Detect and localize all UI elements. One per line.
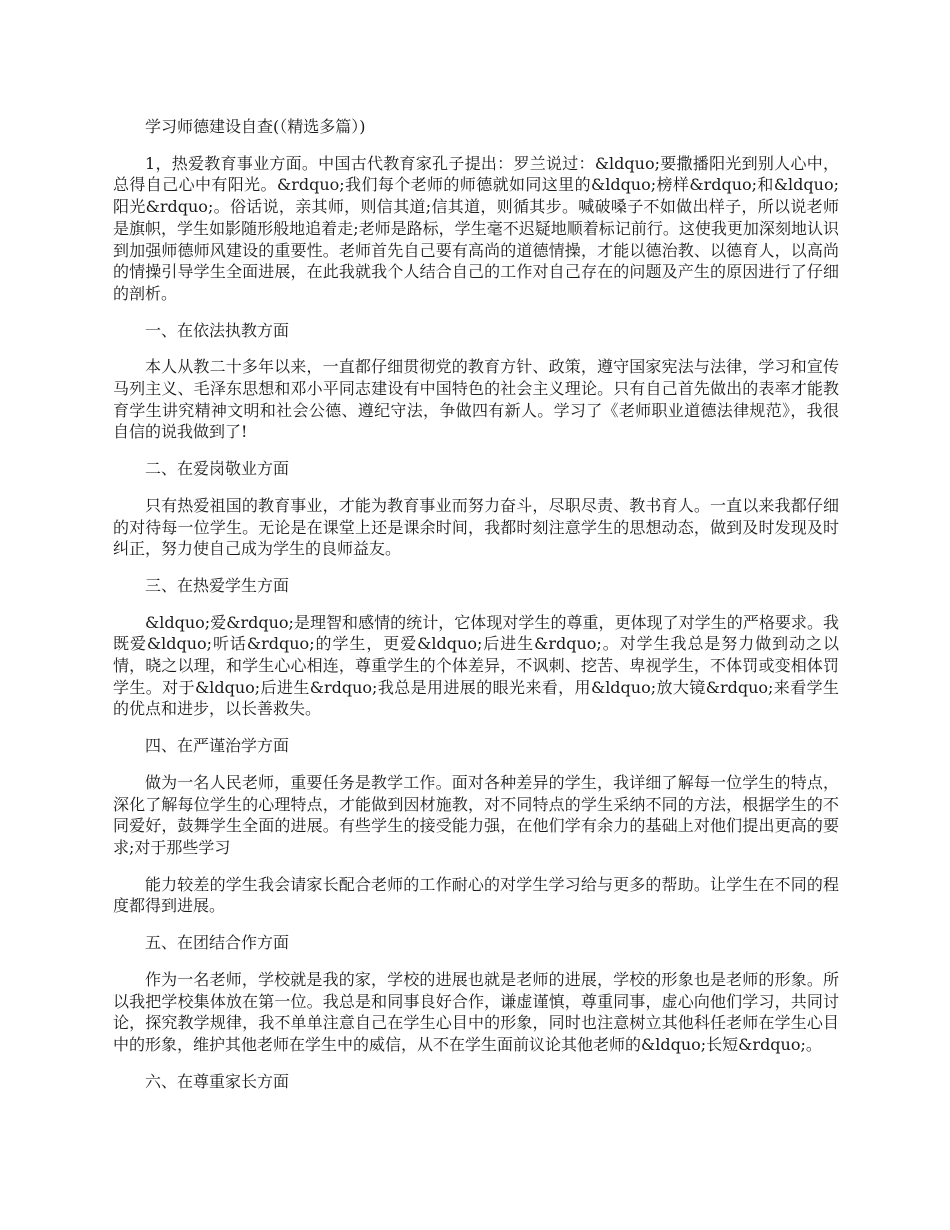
section-heading-4: 四、在严谨治学方面 bbox=[145, 736, 290, 756]
section-heading-6: 六、在尊重家长方面 bbox=[145, 1071, 290, 1091]
document-title: 学习师德建设自查(（精选多篇）) bbox=[145, 117, 366, 136]
section-heading-5: 五、在团结合作方面 bbox=[145, 933, 290, 953]
section-heading-2: 二、在爱岗敬业方面 bbox=[145, 459, 290, 479]
paragraph-4b: 能力较差的学生我会请家长配合老师的工作耐心的对学生学习给与更多的帮助。让学生在不同的程度都得到进展。 bbox=[113, 874, 839, 916]
paragraph-3: &ldquo;爱&rdquo;是理智和感情的统计，它体现对学生的尊重，更体现了对学生的严格要求。我既爱&ldquo;听话&rdquo;的学生，更爱&ldquo;后进生&rdquo;。对学生我总是努力做到动之以情，晓之以理，和学生心心相连，尊重学生的个体差异，不讽刺、挖苦、卑视学生，不体罚或变相体罚学生。对于&ldquo;后进生&rdquo;我总是用进展的眼光来看，用&ldquo;放大镜&rdquo;来看学生的优点和进步，以长善救失。 bbox=[113, 612, 839, 719]
paragraph-1: 本人从教二十多年以来，一直都仔细贯彻党的教育方针、政策，遵守国家宪法与法律，学习和宣传马列主义、毛泽东思想和邓小平同志建设有中国特色的社会主义理论。只有自己首先做出的表率才能教育学生讲究精神文明和社会公德、遵纪守法，争做四有新人。学习了《老师职业道德法律规范》，我很自信的说我做到了! bbox=[113, 357, 839, 442]
section-heading-3: 三、在热爱学生方面 bbox=[145, 575, 290, 595]
paragraph-intro: 1，热爱教育事业方面。中国古代教育家孔子提出：罗兰说过：&ldquo;要撒播阳光到别人心中，总得自己心中有阳光。&rdquo;我们每个老师的师德就如同这里的&ldquo;榜样&rdquo;和&ldquo;阳光&rdquo;。俗话说，亲其师，则信其道;信其道，则循其步。喊破嗓子不如做出样子，所以说老师是旗帜，学生如影随形般地追着走;老师是路标，学生毫不迟疑地顺着标记前行。这使我更加深刻地认识到加强师德师风建设的重要性。老师首先自己要有高尚的道德情操，才能以德治教、以德育人，以高尚的情操引导学生全面进展，在此我就我个人结合自己的工作对自己存在的问题及产生的原因进行了仔细的剖析。 bbox=[113, 153, 839, 303]
document-page bbox=[113, 116, 839, 1107]
section-heading-1: 一、在依法执教方面 bbox=[145, 320, 290, 340]
paragraph-4a: 做为一名人民老师，重要任务是教学工作。面对各种差异的学生，我详细了解每一位学生的特点，深化了解每位学生的心理特点，才能做到因材施教，对不同特点的学生采纳不同的方法，根据学生的不同爱好，鼓舞学生全面的进展。有些学生的接受能力强，在他们学有余力的基础上对他们提出更高的要求;对于那些学习 bbox=[113, 772, 839, 857]
paragraph-5: 作为一名老师，学校就是我的家，学校的进展也就是老师的进展，学校的形象也是老师的形象。所以我把学校集体放在第一位。我总是和同事良好合作，谦虚谨慎，尊重同事，虚心向他们学习，共同讨论，探究教学规律，我不单单注意自己在学生心目中的形象，同时也注意树立其他科任老师在学生心目中的形象，维护其他老师在学生中的威信，从不在学生面前议论其他老师的&ldquo;长短&rdquo;。 bbox=[113, 969, 839, 1054]
paragraph-2: 只有热爱祖国的教育事业，才能为教育事业而努力奋斗，尽职尽责、教书育人。一直以来我都仔细的对待每一位学生。无论是在课堂上还是课余时间，我都时刻注意学生的思想动态，做到及时发现及时纠正，努力使自己成为学生的良师益友。 bbox=[113, 495, 839, 559]
